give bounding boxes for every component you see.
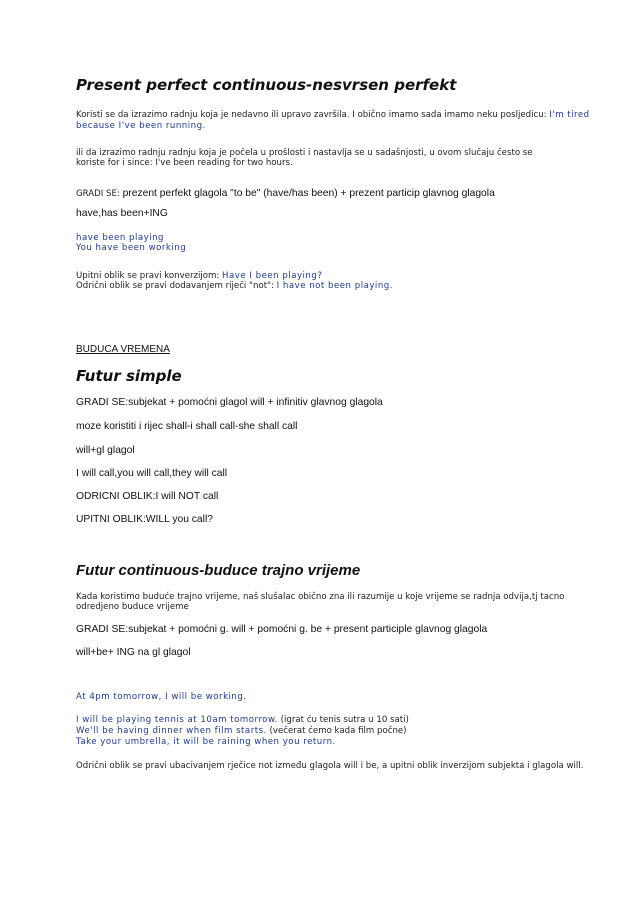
futur-continuous-formula: will+be+ ING na gl glagol [76, 647, 191, 658]
section-title-futur-continuous: Futur continuous-buduce trajno vrijeme [76, 562, 361, 579]
question-form [76, 271, 322, 281]
construction-rule [76, 181, 495, 200]
negative-form [76, 281, 393, 291]
negative-example: I have not been playing. [276, 281, 393, 291]
futur-continuous-usage-line1: Kada koristimo buduće trajno vrijeme, naš slušalac obično zna ili razumije u koje vrijeme se radnja odvija,tj tacno [76, 592, 565, 602]
example-line: have been playing [76, 233, 165, 243]
example-line [76, 715, 409, 725]
paragraph-usage-2-line1: ili da izrazimo radnju radnju koja je počela u prošlosti i nastavlja se u sadašnjosti, u ovom slučaju često se [76, 148, 533, 158]
example-line: You have been working [76, 243, 187, 253]
paragraph-usage-2-line2: koriste for i since: I've been reading for two hours. [76, 158, 293, 168]
construction-prefix: GRADI SE: [76, 189, 123, 199]
futur-simple-line: moze koristiti i rijec shall-i shall call-she shall call [76, 421, 298, 432]
futur-simple-line: UPITNI OBLIK:WILL you call? [76, 514, 213, 525]
example-text: I'm tired [549, 110, 590, 120]
section-heading-future-tenses: BUDUCA VREMENA [76, 344, 170, 355]
example-line: At 4pm tomorrow, I will be working. [76, 692, 247, 702]
example-line [76, 726, 407, 736]
futur-simple-line: GRADI SE:subjekat + pomoćni glagol will + infinitiv glavnog glagola [76, 397, 383, 408]
futur-continuous-usage-line2: odredjeno buduce vrijeme [76, 602, 189, 612]
paragraph-usage-1 [76, 110, 590, 120]
example-english: I will be playing tennis at 10am tomorrow. [76, 715, 278, 725]
formula: have,has been+ING [76, 208, 168, 219]
futur-simple-line: I will call,you will call,they will call [76, 468, 228, 479]
example-translation: (večerat ćemo kada film počne) [266, 726, 407, 736]
question-text: Upitni oblik se pravi konverzijom: [76, 271, 223, 281]
futur-continuous-forms-note: Odrični oblik se pravi ubacivanjem rječice not između glagola will i be, a upitni oblik inverzijom subjekta i glagola will. [76, 761, 584, 771]
section-title-futur-simple: Futur simple [76, 367, 182, 385]
negative-text: Odrični oblik se pravi dodavanjem riječi "not": [76, 281, 277, 291]
futur-simple-line: ODRICNI OBLIK:I will NOT call [76, 491, 219, 502]
question-example: Have I been playing? [222, 271, 323, 281]
futur-simple-line: will+gl glagol [76, 445, 135, 456]
example-translation: (igrat ću tenis sutra u 10 sati) [277, 715, 409, 725]
example-english: We'll be having dinner when film starts. [76, 726, 267, 736]
example-line: Take your umbrella, it will be raining when you return. [76, 737, 336, 747]
futur-continuous-construction: GRADI SE:subjekat + pomoćni g. will + pomoćni g. be + present participle glavnog glagola [76, 624, 488, 635]
construction-text: prezent perfekt glagola "to be" (have/has been) + prezent particip glavnog glagola [122, 188, 495, 199]
paragraph-usage-1-example: because I've been running. [76, 121, 206, 131]
section-title-present-perfect-continuous: Present perfect continuous-nesvrsen perfekt [76, 76, 457, 94]
paragraph-text: Koristi se da izrazimo radnju koja je nedavno ili upravo završila. I obično imamo sada imamo neku posljedicu: [76, 110, 550, 120]
